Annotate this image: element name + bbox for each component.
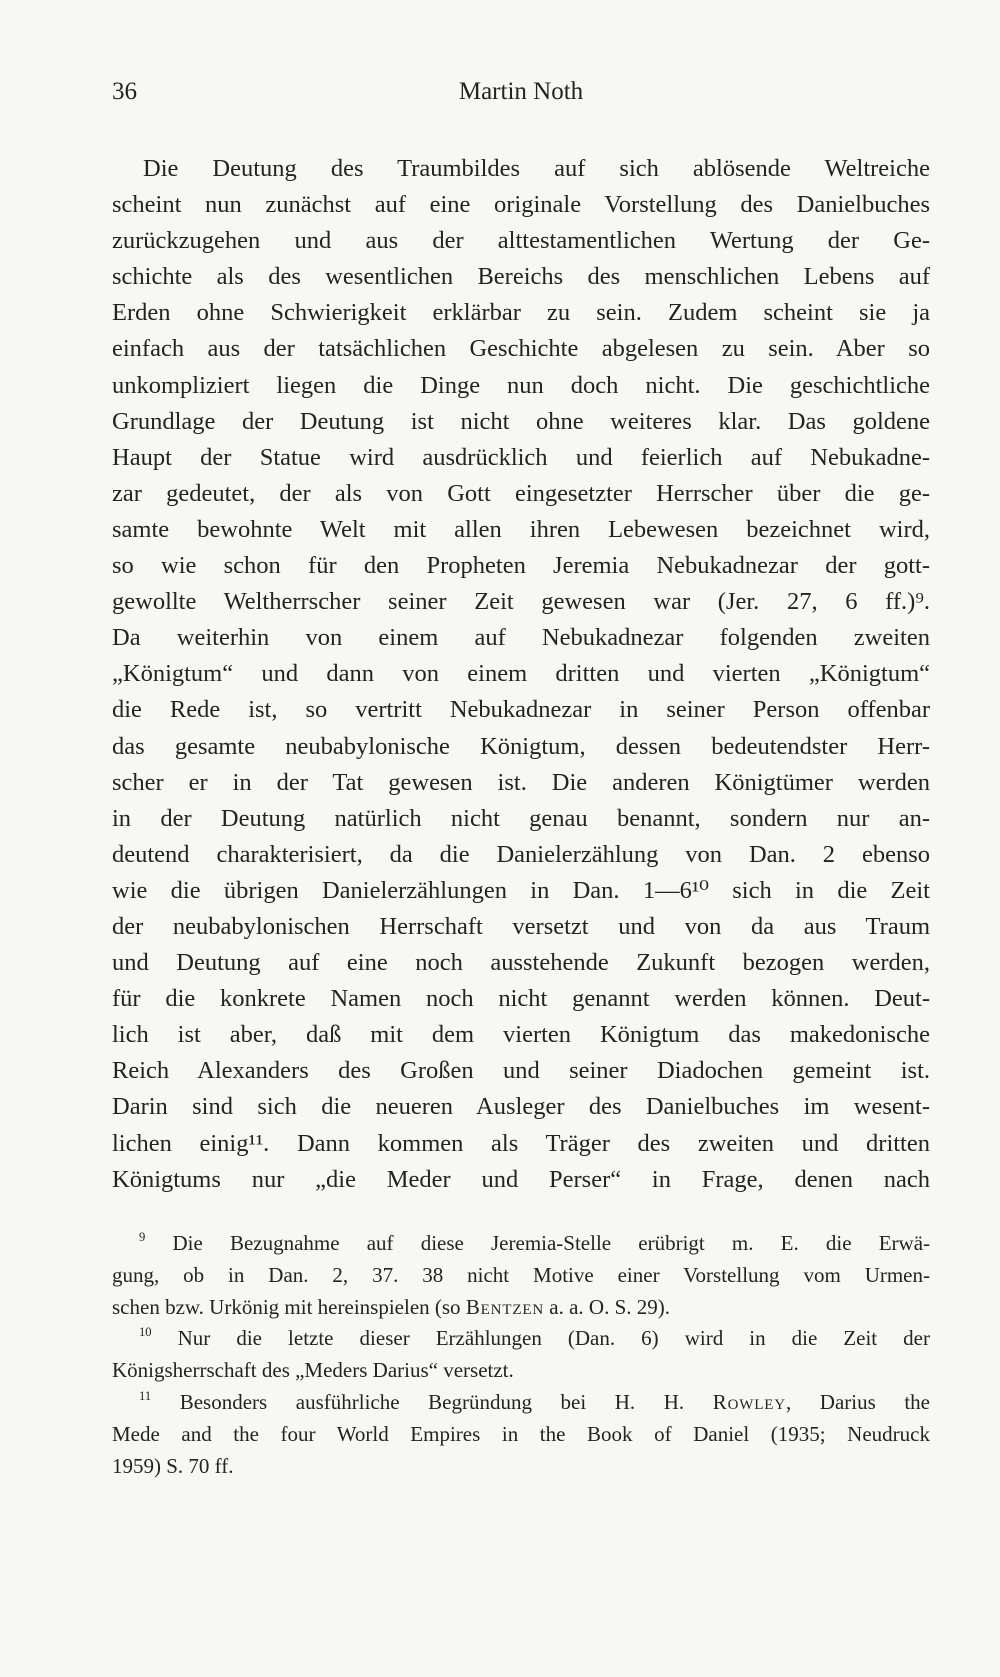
- text-line: zar gedeutet, der als von Gott eingesetzter Herrscher über die ge-: [112, 479, 930, 507]
- footnote-line: [112, 1323, 930, 1355]
- footnote-line: 1959) S. 70 ff.: [112, 1453, 234, 1478]
- author-name: Rowley: [712, 1389, 786, 1414]
- main-paragraph: [112, 151, 930, 1198]
- text-line: schichte als des wesentlichen Bereichs des menschlichen Lebens auf: [112, 263, 930, 291]
- footnote-line: [112, 1228, 930, 1260]
- text-line: lich ist aber, daß mit dem vierten Königtum das makedonische: [112, 1021, 930, 1049]
- text-line: einfach aus der tatsächlichen Geschichte abgelesen zu sein. Aber so: [112, 335, 930, 363]
- footnote-marker: 10: [139, 1325, 152, 1340]
- text-line: Haupt der Statue wird ausdrücklich und feierlich auf Nebukadne-: [112, 443, 930, 471]
- text-line: wie die übrigen Danielerzählungen in Dan. 1—6¹⁰ sich in die Zeit: [112, 876, 930, 904]
- footnote-marker: 11: [139, 1388, 152, 1403]
- text-line: „Königtum“ und dann von einem dritten und vierten „Königtum“: [112, 660, 930, 688]
- text-line: gewollte Weltherrscher seiner Zeit gewesen war (Jer. 27, 6 ff.)⁹.: [112, 588, 930, 616]
- text-line: die Rede ist, so vertritt Nebukadnezar in seiner Person offenbar: [112, 696, 930, 724]
- footnote-9: [112, 1228, 930, 1323]
- text-line: für die konkrete Namen noch nicht genannt werden können. Deut-: [112, 985, 930, 1013]
- text-line: scheint nun zunächst auf eine originale Vorstellung des Danielbuches: [112, 191, 930, 219]
- footnote-text: schen bzw. Urkönig mit hereinspielen (so: [112, 1294, 466, 1319]
- text-line: Da weiterhin von einem auf Nebukadnezar folgenden zweiten: [112, 624, 930, 652]
- footnote-11: [112, 1387, 930, 1482]
- footnotes: [112, 1228, 930, 1482]
- footnote-line: gung, ob in Dan. 2, 37. 38 nicht Motive einer Vorstellung vom Urmen-: [112, 1262, 930, 1287]
- text-line: und Deutung auf eine noch ausstehende Zukunft bezogen werden,: [112, 949, 930, 977]
- page-header: [112, 78, 930, 118]
- footnote-line: [112, 1387, 930, 1419]
- text-line: der neubabylonischen Herrschaft versetzt und von da aus Traum: [112, 912, 930, 940]
- text-line: Königtums nur „die Meder und Perser“ in Frage, denen nach: [112, 1165, 930, 1193]
- footnote-line: Mede and the four World Empires in the Book of Daniel (1935; Neudruck: [112, 1421, 930, 1446]
- text-line: samte bewohnte Welt mit allen ihren Lebewesen bezeichnet wird,: [112, 515, 930, 543]
- text-line: Reich Alexanders des Großen und seiner Diadochen gemeint ist.: [112, 1057, 930, 1085]
- text-line: Erden ohne Schwierigkeit erklärbar zu sein. Zudem scheint sie ja: [112, 299, 930, 327]
- footnote-10: [112, 1323, 930, 1387]
- text-line: deutend charakterisiert, da die Danielerzählung von Dan. 2 ebenso: [112, 840, 930, 868]
- footnote-text: Die Bezugnahme auf diese Jeremia-Stelle erübrigt m. E. die Erwä-: [172, 1231, 931, 1255]
- running-title: Martin Noth: [458, 78, 584, 105]
- text-line: Darin sind sich die neueren Ausleger des Danielbuches im wesent-: [112, 1093, 930, 1121]
- text-line: zurückzugehen und aus der alttestamentlichen Wertung der Ge-: [112, 227, 930, 255]
- footnote-line: [112, 1292, 930, 1324]
- page-number: 36: [112, 78, 137, 105]
- footnote-text: Nur die letzte dieser Erzählungen (Dan. 6) wird in die Zeit der: [177, 1326, 930, 1351]
- text-line: das gesamte neubabylonische Königtum, dessen bedeutendster Herr-: [112, 732, 930, 760]
- footnote-text: Besonders ausführliche Begründung bei H. H.: [179, 1389, 713, 1414]
- text-line: Grundlage der Deutung ist nicht ohne weiteres klar. Das goldene: [112, 407, 930, 435]
- footnote-text: a. a. O. S. 29).: [544, 1294, 670, 1319]
- text-line: scher er in der Tat gewesen ist. Die anderen Königtümer werden: [112, 768, 930, 796]
- text-line: unkompliziert liegen die Dinge nun doch nicht. Die geschichtliche: [112, 371, 930, 399]
- footnote-marker: 9: [139, 1229, 146, 1244]
- author-name: Bentzen: [465, 1294, 545, 1319]
- text-line: so wie schon für den Propheten Jeremia Nebukadnezar der gott-: [112, 552, 930, 580]
- text-line: Die Deutung des Traumbildes auf sich ablösende Weltreiche: [143, 155, 930, 182]
- text-line: in der Deutung natürlich nicht genau benannt, sondern nur an-: [112, 804, 930, 832]
- footnote-text: , Darius the: [785, 1389, 930, 1414]
- footnote-line: Königsherrschaft des „Meders Darius“ versetzt.: [112, 1358, 514, 1383]
- text-line: lichen einig¹¹. Dann kommen als Träger des zweiten und dritten: [112, 1129, 930, 1157]
